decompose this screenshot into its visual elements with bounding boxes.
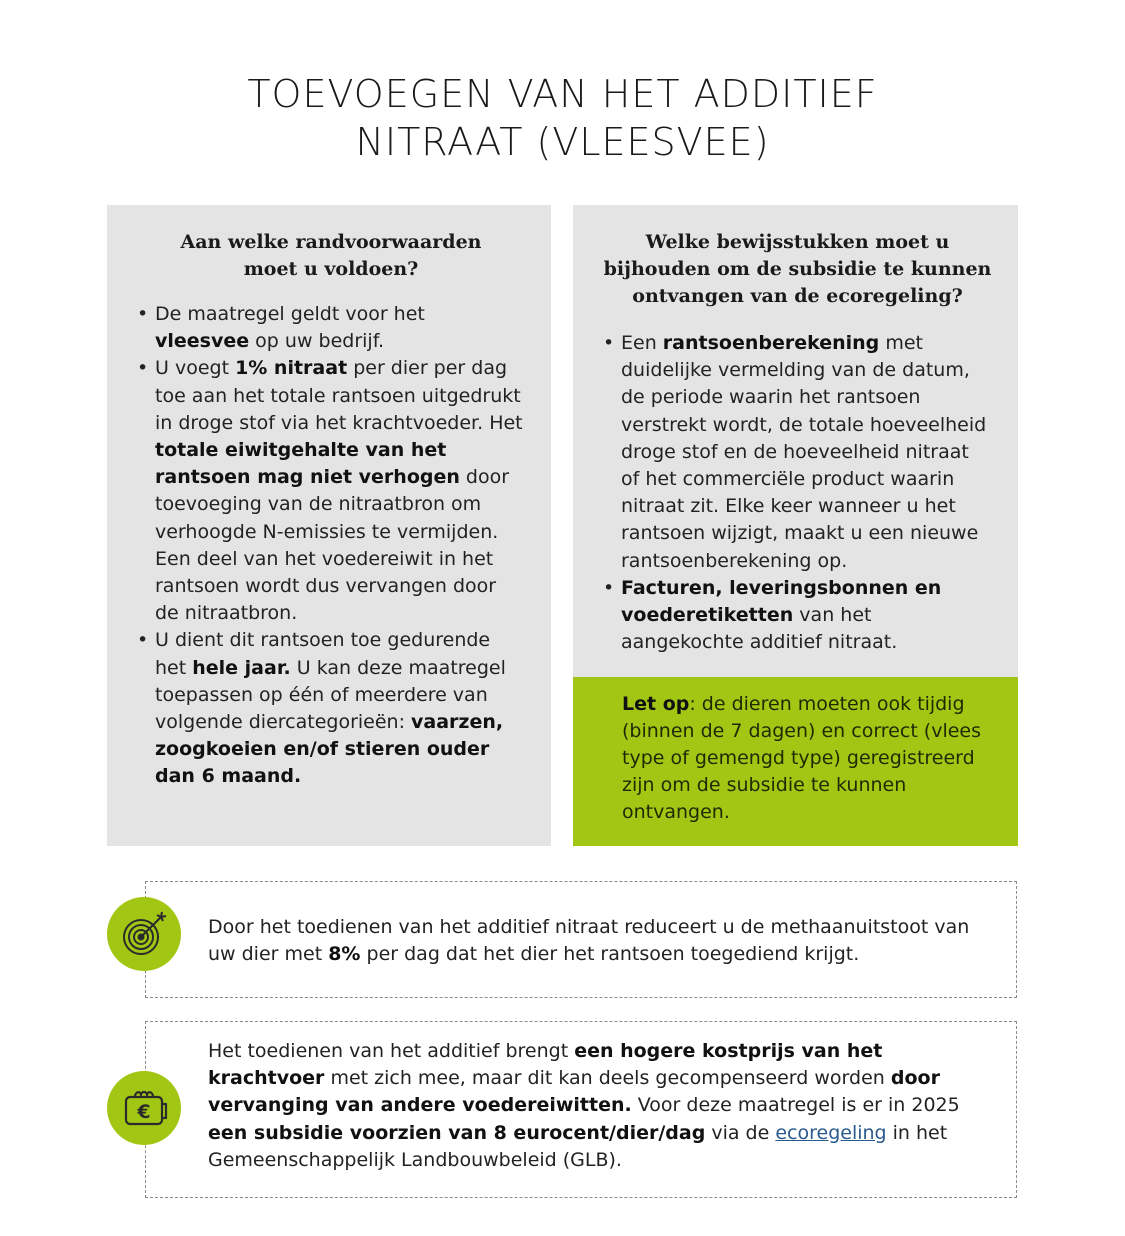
euro-wallet-icon [107,1071,181,1145]
requirements-list [137,301,525,791]
requirements-panel [107,205,551,846]
cost-info-text: Het toedienen van het additief brengt een hogere kostprijs van het krachtvoer met zich mee, maar dit kan deels gecompenseerd worden door vervanging van andere voedereiwitten. Voor deze maatregel is er in 2025 een subsidie voorzien van 8 eurocent/dier/dag via de ecoregeling in het Gemeenschappelijk Landbouwbeleid (GLB). [208,1040,960,1171]
target-icon [107,897,181,971]
note-label: Let op [622,693,690,715]
page-title [0,70,1125,166]
list-item: • U voegt 1% nitraat per dier per dag toe aan het totale rantsoen uitgedrukt in droge stof via het krachtvoeder. Het totale eiwitgehalte van het rantsoen mag niet verhogen door toevoeging van de nitraatbron om verhoogde N-emissies te vermijden. Een deel van het voedereiwit in het rantsoen wordt dus vervangen door de nitraatbron. [137,355,525,627]
list-item: • Een rantsoenberekening met duidelijke vermelding van de datum, de periode waarin het rantsoen verstrekt wordt, de totale hoeveelheid droge stof en de hoeveelheid nitraat of het commerciële product waarin nitraat zit. Elke keer wanneer u het rantsoen wijzigt, maakt u een nieuwe rantsoenberekening op. [603,330,992,575]
note-text: : de dieren moeten ook tijdig (binnen de 7 dagen) en correct (vlees type of gemengd type) geregistreerd zijn om de subsidie te kunnen ontvangen. [622,693,982,823]
svg-text:€: € [137,1101,151,1123]
list-item: • Facturen, leveringsbonnen en voederetiketten van het aangekochte additief nitraat. [603,575,992,657]
list-item: • U dient dit rantsoen toe gedurende het hele jaar. U kan deze maatregel toepassen op één of meerdere van volgende diercategorieën: vaarzen, zoogkoeien en/of stieren ouder dan 6 maand. [137,627,525,790]
ecoregeling-link[interactable]: ecoregeling [775,1121,887,1144]
title-line-1: TOEVOEGEN VAN HET ADDITIEF [247,72,878,116]
list-item: • De maatregel geldt voor het vleesvee op uw bedrijf. [137,301,525,355]
evidence-panel [573,205,1018,677]
evidence-heading: Welke bewijsstukken moet u bijhouden om de subsidie te kunnen ontvangen van de ecoregeling? [603,231,992,307]
evidence-list [603,330,992,656]
title-line-2: NITRAAT (VLEESVEE) [355,120,770,164]
requirements-heading: Aan welke randvoorwaarden moet u voldoen? [180,231,482,280]
attention-note [573,677,1018,846]
methane-info-text: Door het toedienen van het additief nitraat reduceert u de methaanuitstoot van uw dier met 8% per dag dat het dier het rantsoen toegediend krijgt. [208,916,970,966]
